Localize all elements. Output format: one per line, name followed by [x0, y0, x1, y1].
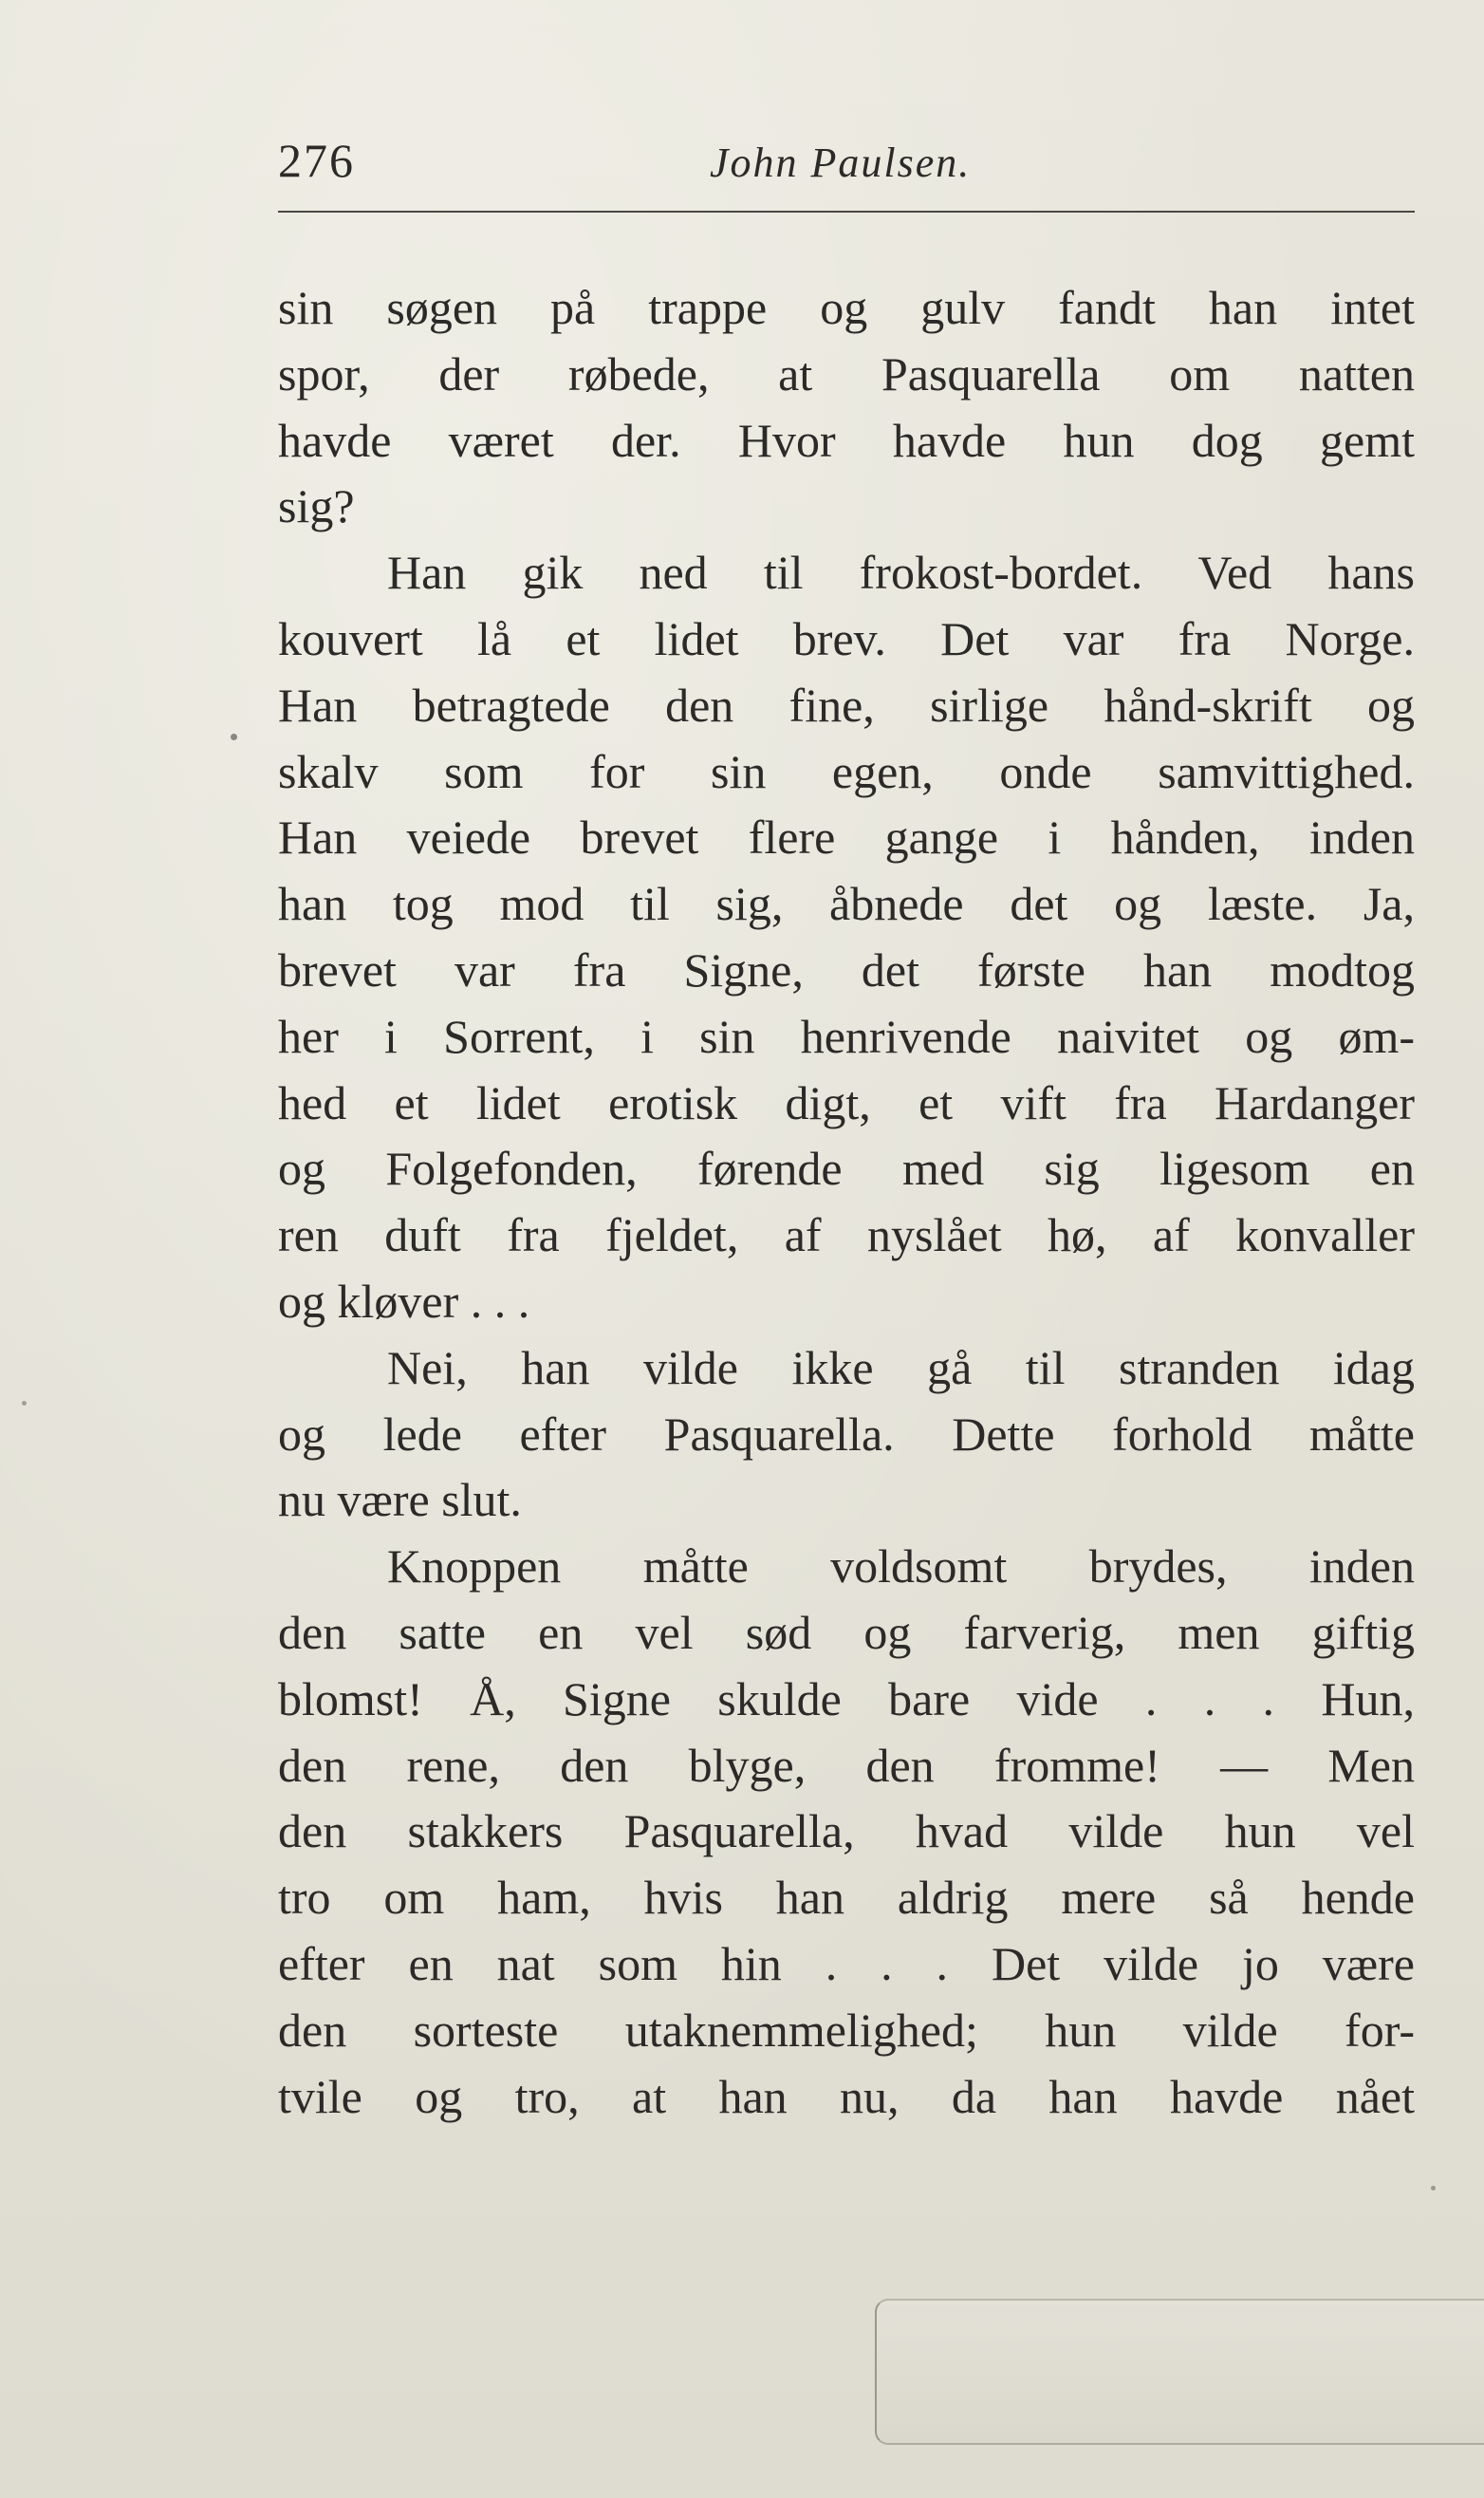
text-line: Han betragtede den fine, sirlige hånd-skrift og [278, 678, 1415, 732]
text-line: efter en nat som hin . . . Det vilde jo være [278, 1936, 1415, 1990]
text-line: den rene, den blyge, den fromme! — Men [278, 1738, 1415, 1792]
text-line: her i Sorrent, i sin henrivende naivitet og øm- [278, 1009, 1415, 1063]
body-text [278, 275, 1415, 2130]
paper-speck [22, 1401, 27, 1406]
text-line: nu være slut. [278, 1473, 522, 1527]
text-line: brevet var fra Signe, det første han modtog [278, 942, 1415, 997]
text-line: den stakkers Pasquarella, hvad vilde hun vel [278, 1804, 1415, 1858]
text-line: sin søgen på trappe og gulv fandt han intet [278, 281, 1415, 334]
text-line: spor, der røbede, at Pasquarella om natten [278, 346, 1415, 401]
running-head: John Paulsen. [710, 140, 972, 186]
text-line: ren duft fra fjeldet, af nyslået hø, af konvaller [278, 1208, 1415, 1262]
header-rule [278, 211, 1415, 213]
text-line: blomst! Å, Signe skulde bare vide . . . Hun, [278, 1671, 1415, 1725]
library-label-edge [875, 2299, 1484, 2445]
text-line: kouvert lå et lidet brev. Det var fra Norge. [278, 611, 1415, 665]
text-line: og kløver . . . [278, 1274, 530, 1328]
text-line: og Folgefonden, førende med sig ligesom en [278, 1142, 1415, 1196]
page-header [278, 133, 1417, 199]
text-line: den sorteste utaknemmelighed; hun vilde for- [278, 2003, 1415, 2057]
paper-speck [1431, 2186, 1436, 2190]
page-number: 276 [278, 134, 355, 187]
text-line: sig? [278, 479, 355, 533]
text-line: Han veiede brevet flere gange i hånden, inden [278, 811, 1415, 865]
text-line: Knoppen måtte voldsomt brydes, inden [387, 1539, 1415, 1594]
text-line: hed et lidet erotisk digt, et vift fra Hardanger [278, 1075, 1415, 1129]
text-line: den satte en vel sød og farverig, men giftig [278, 1605, 1415, 1659]
text-line: og lede efter Pasquarella. Dette forhold måtte [278, 1407, 1415, 1461]
text-line: tvile og tro, at han nu, da han havde nået [278, 2069, 1415, 2123]
text-line: skalv som for sin egen, onde samvittighed. [278, 744, 1415, 798]
text-line: tro om ham, hvis han aldrig mere så hende [278, 1871, 1415, 1925]
paper-speck [231, 734, 237, 740]
text-line: Nei, han vilde ikke gå til stranden idag [387, 1340, 1415, 1394]
text-line: Han gik ned til frokost-bordet. Ved hans [387, 546, 1415, 600]
text-line: han tog mod til sig, åbnede det og læste. Ja, [278, 877, 1415, 931]
text-line: havde været der. Hvor havde hun dog gemt [278, 413, 1415, 467]
